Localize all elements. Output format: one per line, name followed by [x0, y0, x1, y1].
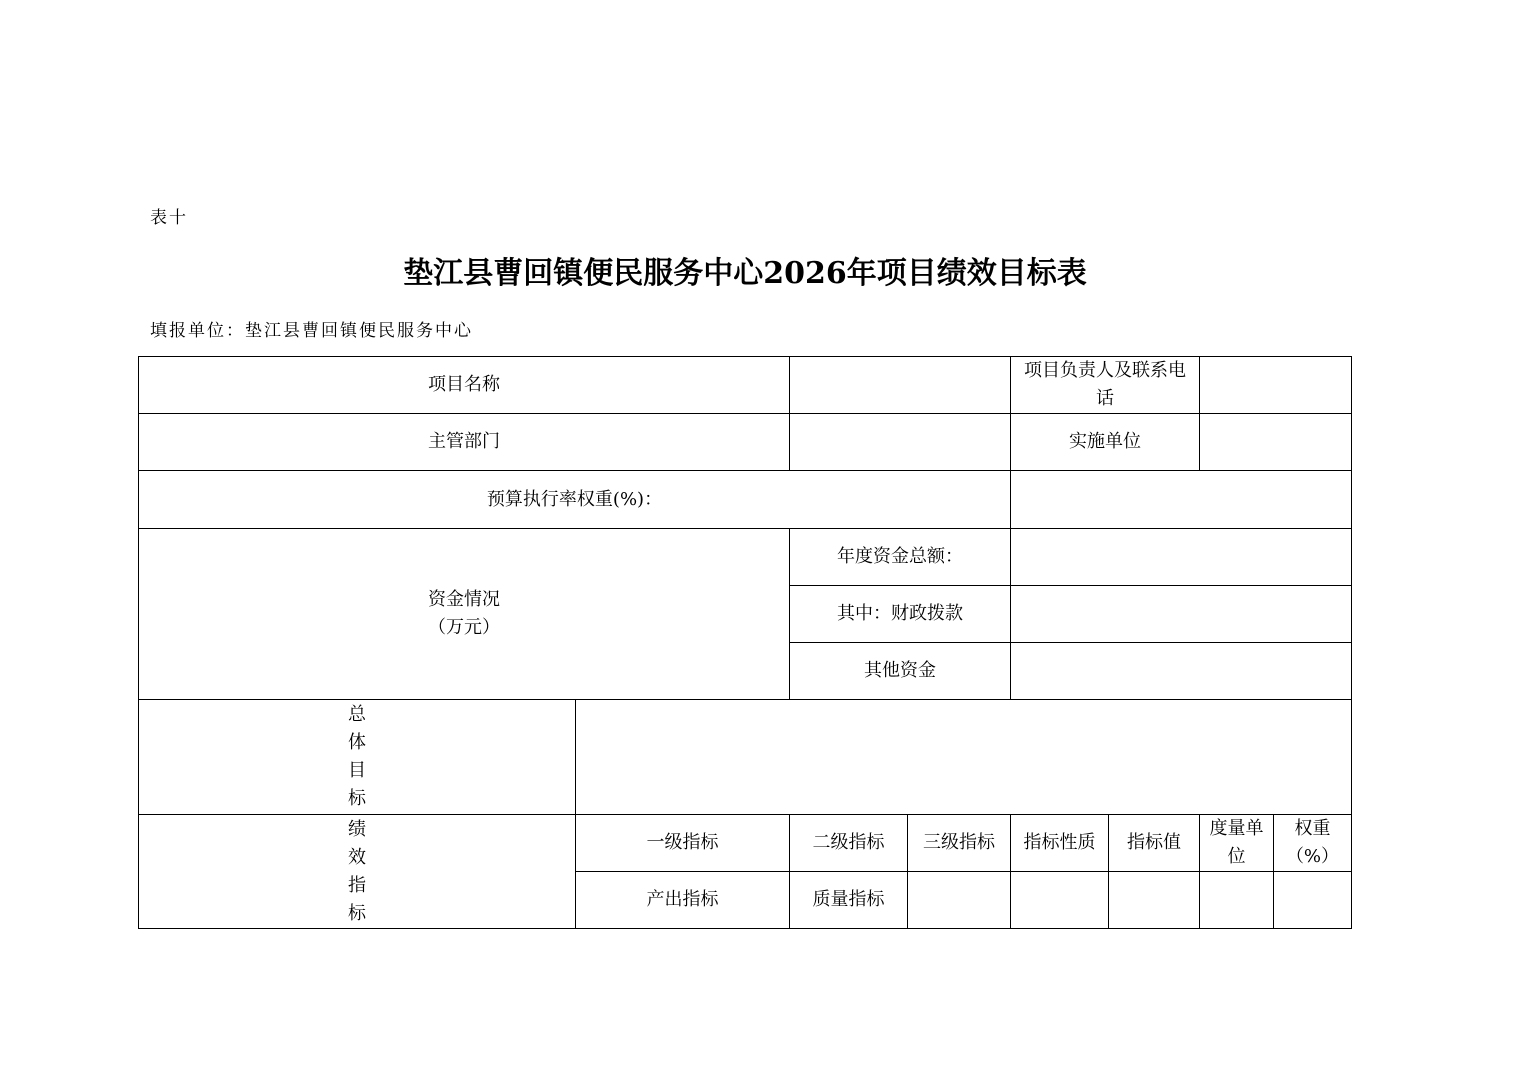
- other-funds-value[interactable]: [1011, 643, 1352, 700]
- other-funds-label: 其他资金: [790, 643, 1011, 700]
- funds-unit: （万元）: [428, 617, 500, 638]
- row-unit[interactable]: [1200, 872, 1274, 929]
- header-nature: 指标性质: [1011, 815, 1109, 872]
- implementer-label: 实施单位: [1011, 414, 1200, 471]
- project-name-label: 项目名称: [139, 357, 790, 414]
- header-level1: 一级指标: [576, 815, 790, 872]
- funds-title: 资金情况: [428, 589, 500, 610]
- fiscal-value[interactable]: [1011, 586, 1352, 643]
- fiscal-label: 其中：财政拨款: [790, 586, 1011, 643]
- overall-goal-value[interactable]: [576, 700, 1352, 815]
- row-nature[interactable]: [1011, 872, 1109, 929]
- performance-target-table: [138, 356, 1352, 929]
- overall-goal-label: [139, 700, 576, 815]
- contact-value[interactable]: [1200, 357, 1352, 414]
- annual-total-label: 年度资金总额：: [790, 529, 1011, 586]
- header-level2: 二级指标: [790, 815, 908, 872]
- overall-goal-text: 总 体 目 标: [348, 704, 366, 809]
- implementer-value[interactable]: [1200, 414, 1352, 471]
- funds-label: [139, 529, 790, 700]
- row-value[interactable]: [1109, 872, 1200, 929]
- project-name-value[interactable]: [790, 357, 1011, 414]
- annual-total-value[interactable]: [1011, 529, 1352, 586]
- table-number: 表十: [150, 208, 188, 228]
- row-weight[interactable]: [1274, 872, 1352, 929]
- budget-rate-label: 预算执行率权重(%)：: [139, 471, 1011, 529]
- row-level2: 质量指标: [790, 872, 908, 929]
- budget-rate-value[interactable]: [1011, 471, 1352, 529]
- performance-label: [139, 815, 576, 929]
- reporting-unit: 填报单位：垫江县曹回镇便民服务中心: [150, 321, 473, 341]
- contact-label: 项目负责人及联系电话: [1011, 357, 1200, 414]
- page-title: 垫江县曹回镇便民服务中心2026年项目绩效目标表: [403, 256, 1087, 291]
- performance-text: 绩 效 指 标: [348, 818, 366, 924]
- department-label: 主管部门: [139, 414, 790, 471]
- row-level3[interactable]: [908, 872, 1011, 929]
- header-weight: 权重（%）: [1274, 815, 1352, 872]
- header-value: 指标值: [1109, 815, 1200, 872]
- row-level1: 产出指标: [576, 872, 790, 929]
- department-value[interactable]: [790, 414, 1011, 471]
- header-level3: 三级指标: [908, 815, 1011, 872]
- header-unit: 度量单位: [1200, 815, 1274, 872]
